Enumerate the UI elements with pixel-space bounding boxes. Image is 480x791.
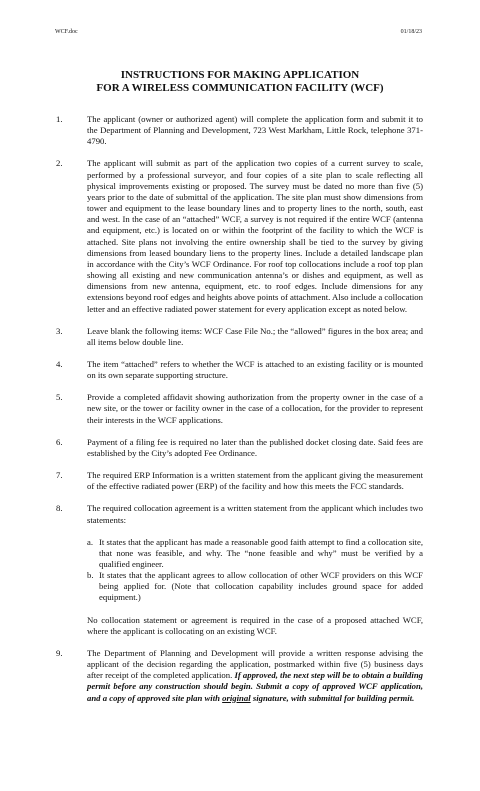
- header-filename: WCF.doc: [55, 29, 78, 35]
- instruction-item-1: [56, 114, 423, 147]
- approval-instructions-end: signature, with submittal for building permit.: [252, 692, 415, 703]
- sub-item-b: [87, 570, 423, 603]
- item-number: 9.: [56, 647, 63, 658]
- item-text: The applicant will submit as part of the application two copies of a current survey to scale, performed by a professional surveyor, and four copies of a site plan to scale reflecting all physical improvements existing or proposed. The survey must be dated no more than five (5) years prior to the date of submittal of the application. The site plan must show dimensions from tower and equipment to the lease boundary lines and to property lines to the north, south, east and west. In the case of an “attached” WCF, a survey is not required if the entire WCF (antenna and equipment, etc.) is located on or within the footprint of the facility to which the WCF is attached. Site plans not involving the entire ownership shall be tied to the survey by giving dimensions from leased boundary liens to the property lines. Include a detailed landscape plan in accordance with the City’s WCF Ordinance. For roof top collocations include a roof top plan showing all existing and new communication antenna’s or dishes and equipment, as well as dimensions from new antenna, equipment, etc. to roof edges. Include dimensions for any extensions beyond roof edges and heights above points of attachment. Also include a collocation letter and an effective radiated power statement for every application except as noted below.: [87, 158, 423, 314]
- sub-item-a: [87, 537, 423, 570]
- instruction-item-6: [56, 437, 423, 459]
- instruction-item-3: [56, 326, 423, 348]
- instruction-item-5: [56, 392, 423, 425]
- item-number: 8.: [56, 503, 63, 514]
- sub-item-label: a.: [87, 536, 94, 547]
- original-emphasis: original: [222, 692, 251, 703]
- item-number: 3.: [56, 325, 63, 336]
- item-text: The Department of Planning and Development will provide a written response advising the applicant of the decision regarding the application, postmarked within five (5) business days after receipt of the completed application.: [87, 647, 423, 681]
- sub-item-label: b.: [87, 570, 94, 581]
- item-number: 5.: [56, 392, 63, 403]
- instruction-item-8: [56, 503, 423, 637]
- header-date: 01/18/23: [400, 29, 422, 35]
- item-note: No collocation statement or agreement is required in the case of a proposed attached WCF, where the applicant is collocating on an existing WCF.: [87, 614, 423, 636]
- item-text: The item “attached” refers to whether the WCF is attached to an existing facility or is mounted on its own separate supporting structure.: [87, 358, 423, 381]
- instruction-item-2: [56, 158, 423, 314]
- title-line-2: FOR A WIRELESS COMMUNICATION FACILITY (WCF): [96, 82, 384, 94]
- instruction-item-9: [56, 648, 423, 704]
- item-text: The applicant (owner or authorized agent) will complete the application form and submit it to the Department of Planning and Development, 723 West Markham, Little Rock, telephone 371-4790.: [87, 114, 423, 147]
- item-number: 1.: [56, 114, 63, 124]
- instruction-item-4: [56, 359, 423, 381]
- item-number: 4.: [56, 358, 63, 369]
- approval-instructions: If approved, the next step will be to obtain a building permit before any construction should begin. Submit a copy of approved WCF application, and a copy of approved site plan with: [87, 670, 423, 703]
- item-number: 7.: [56, 470, 63, 481]
- item-text: Payment of a filing fee is required no later than the published docket closing date. Said fees are established by the City’s adopted Fee Ordinance.: [87, 436, 423, 458]
- instruction-list: [56, 114, 423, 715]
- instruction-item-7: [56, 470, 423, 492]
- sub-item-text: It states that the applicant agrees to allow collocation of other WCF providers on this WCF being applied for. (Note that collocation capability includes ground space for added equipment.): [99, 570, 423, 603]
- item-text: The required ERP Information is a written statement from the applicant giving the measurement of the effective radiated power (ERP) of the facility and how this meets the FCC standards.: [87, 470, 423, 492]
- sub-item-text: It states that the applicant has made a reasonable good faith attempt to find a collocation site, that none was feasible, and why. The “none feasible and why” must be verified by a qualified engineer.: [99, 536, 423, 569]
- item-number: 6.: [56, 436, 63, 447]
- item-text: Provide a completed affidavit showing authorization from the property owner in the case of a new site, or the tower or facility owner in the case of a collocation, for the provider to represent their interests in the WCF applications.: [87, 392, 423, 425]
- title-line-1: INSTRUCTIONS FOR MAKING APPLICATION: [120, 69, 360, 81]
- item-text: The required collocation agreement is a written statement from the applicant which includes two statements:: [87, 503, 423, 525]
- item-number: 2.: [56, 158, 63, 169]
- page-title: [0, 69, 480, 95]
- item-text: Leave blank the following items: WCF Case File No.; the “allowed” figures in the box area; and all items below double line.: [87, 325, 423, 347]
